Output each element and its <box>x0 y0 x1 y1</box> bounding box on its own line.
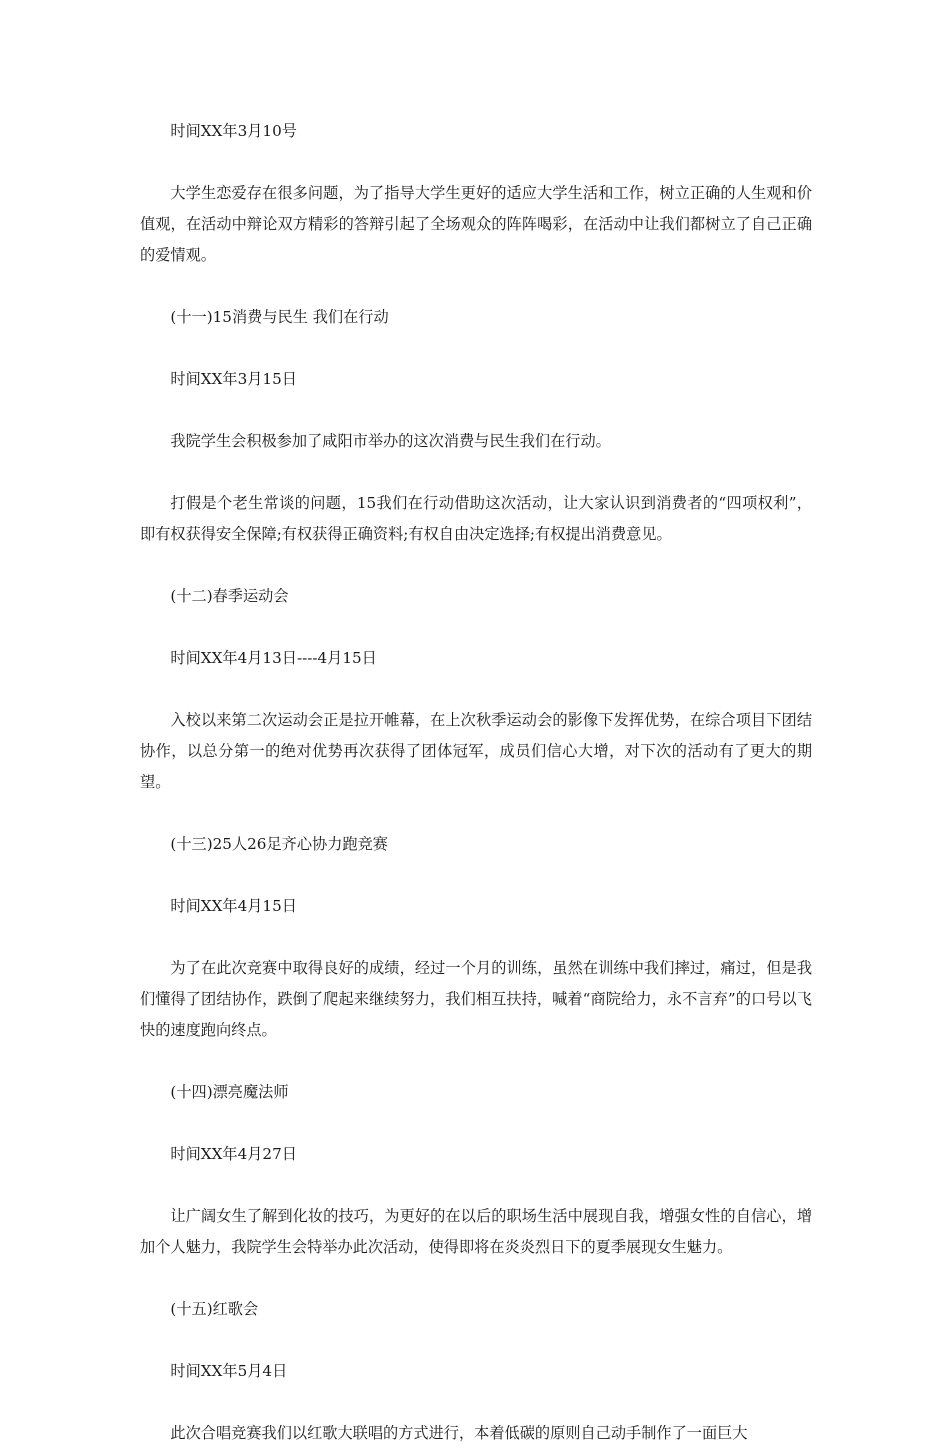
section-heading: (十二)春季运动会 <box>170 587 289 605</box>
section-heading: (十三)25人26足齐心协力跑竞赛 <box>170 835 388 853</box>
section-heading: (十四)漂亮魔法师 <box>170 1083 289 1101</box>
body-paragraph: 为了在此次竞赛中取得良好的成绩，经过一个月的训练，虽然在训练中我们摔过，痛过，但是我们懂得了团结协作，跌倒了爬起来继续努力，我们相互扶持，喊着“商院给力，永不言弃”的口号以飞快的速度跑向终点。 <box>140 959 812 1039</box>
body-paragraph: 入校以来第二次运动会正是拉开帷幕，在上次秋季运动会的影像下发挥优势，在综合项目下团结协作，以总分第一的绝对优势再次获得了团体冠军，成员们信心大增，对下次的活动有了更大的期望。 <box>140 711 812 791</box>
body-paragraph: 大学生恋爱存在很多问题，为了指导大学生更好的适应大学生活和工作，树立正确的人生观和价值观，在活动中辩论双方精彩的答辩引起了全场观众的阵阵喝彩，在活动中让我们都树立了自己正确的爱情观。 <box>140 184 812 264</box>
body-paragraph: 打假是个老生常谈的问题，15我们在行动借助这次活动，让大家认识到消费者的“四项权利”，即有权获得安全保障;有权获得正确资料;有权自由决定选择;有权提出消费意见。 <box>140 494 812 543</box>
date-line: 时间XX年4月15日 <box>170 897 297 915</box>
date-line: 时间XX年5月4日 <box>170 1362 288 1380</box>
section-heading: (十一)15消费与民生 我们在行动 <box>170 308 389 326</box>
body-paragraph: 此次合唱竞赛我们以红歌大联唱的方式进行，本着低碳的原则自己动手制作了一面巨大 <box>170 1424 748 1442</box>
date-line: 时间XX年3月10号 <box>170 122 297 140</box>
document-body <box>140 116 812 1449</box>
section-heading: (十五)红歌会 <box>170 1300 259 1318</box>
body-paragraph: 我院学生会积极参加了咸阳市举办的这次消费与民生我们在行动。 <box>170 432 611 450</box>
date-line: 时间XX年4月27日 <box>170 1145 297 1163</box>
date-line: 时间XX年4月13日----4月15日 <box>170 649 377 667</box>
date-line: 时间XX年3月15日 <box>170 370 297 388</box>
body-paragraph: 让广阔女生了解到化妆的技巧，为更好的在以后的职场生活中展现自我，增强女性的自信心，增加个人魅力，我院学生会特举办此次活动，使得即将在炎炎烈日下的夏季展现女生魅力。 <box>140 1207 812 1256</box>
